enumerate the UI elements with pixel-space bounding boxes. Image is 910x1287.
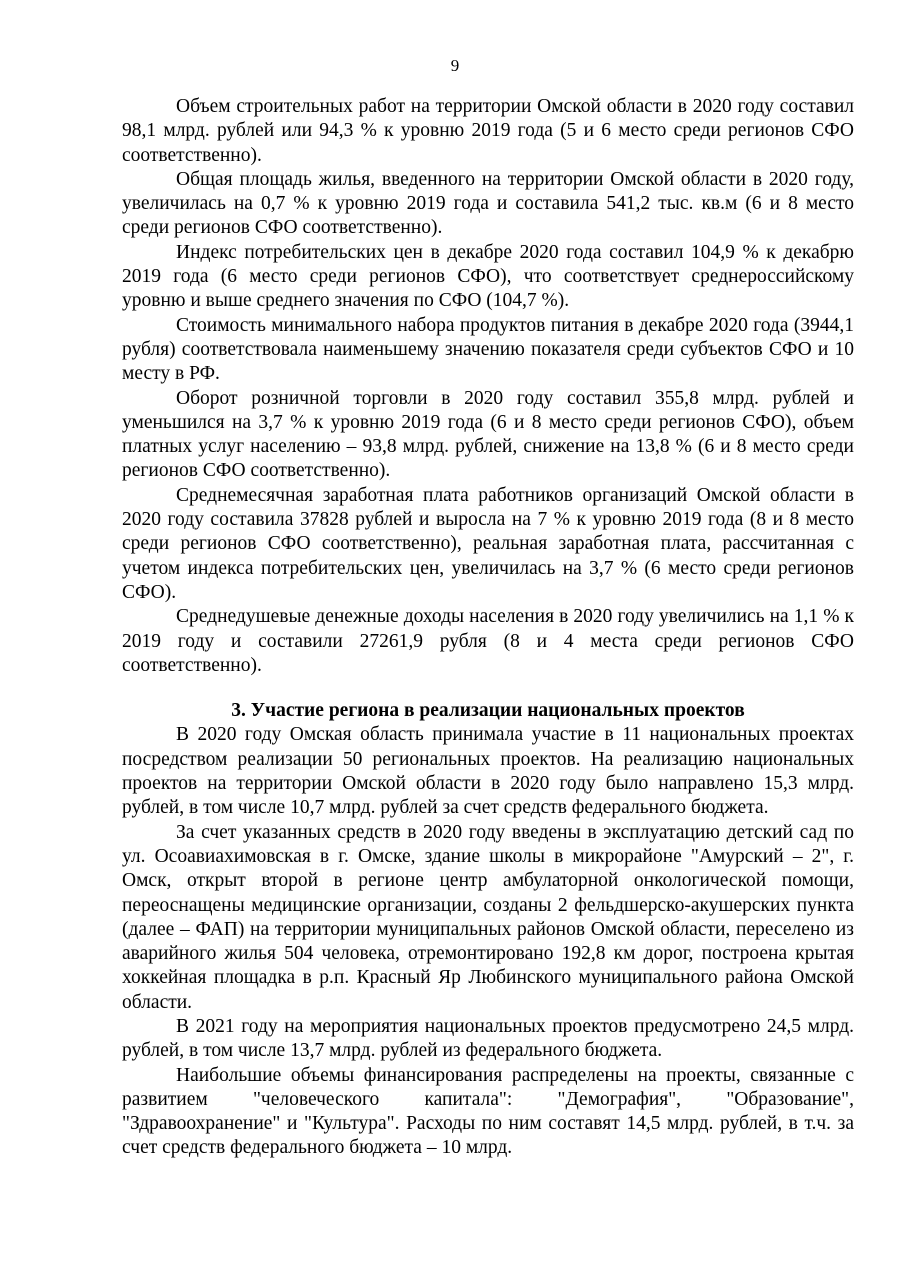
paragraph-human-capital: Наибольшие объемы финансирования распределены на проекты, связанные с развитием "человеческого капитала": "Демография", "Образование", "Здравоохранение" и "Культура". Расходы по ним составят 14,5 млрд. рублей, в т.ч. за счет средств федерального бюджета – 10 млрд. <box>122 1064 854 1159</box>
page-number: 9 <box>450 56 460 75</box>
paragraph-national-projects: В 2020 году Омская область принимала участие в 11 национальных проектах посредством реализации 50 региональных проектов. На реализацию национальных проектов на территории Омской области в 2020 году было направлено 15,3 млрд. рублей, в том числе 10,7 млрд. рублей за счет средств федерального бюджета. <box>122 724 854 819</box>
paragraph-income: Среднедушевые денежные доходы населения в 2020 году увеличились на 1,1 % к 2019 году и составили 27261,9 рубля (8 и 4 места среди регионов СФО соответственно). <box>122 606 854 676</box>
paragraph-construction: Объем строительных работ на территории Омской области в 2020 году составил 98,1 млрд. рублей или 94,3 % к уровню 2019 года (5 и 6 место среди регионов СФО соответственно). <box>122 96 854 166</box>
section-heading: 3. Участие региона в реализации национальных проектов <box>231 700 745 722</box>
paragraph-wages: Среднемесячная заработная плата работников организаций Омской области в 2020 году составила 37828 рублей и выросла на 7 % к уровню 2019 года (8 и 8 место среди регионов СФО соответственно), реальная заработная плата, рассчитанная с учетом индекса потребительских цен, увеличилась на 3,7 % (6 место среди регионов СФО). <box>122 484 854 603</box>
paragraph-retail-turnover: Оборот розничной торговли в 2020 году составил 355,8 млрд. рублей и уменьшился на 3,7 % к уровню 2019 года (6 и 8 место среди регионов СФО), объем платных услуг населению – 93,8 млрд. рублей, снижение на 13,8 % (6 и 8 место среди регионов СФО соответственно). <box>122 387 854 482</box>
paragraph-housing: Общая площадь жилья, введенного на территории Омской области в 2020 году, увеличилась на 0,7 % к уровню 2019 года и составила 541,2 тыс. кв.м (6 и 8 место среди регионов СФО соответственно). <box>122 168 854 239</box>
paragraph-2021-funding: В 2021 году на мероприятия национальных проектов предусмотрено 24,5 млрд. рублей, в том числе 13,7 млрд. рублей из федерального бюджета. <box>122 1015 854 1062</box>
page-body <box>122 95 854 1161</box>
paragraph-funded-objects: За счет указанных средств в 2020 году введены в эксплуатацию детский сад по ул. Осоавиахимовская в г. Омске, здание школы в микрорайоне "Амурский – 2", г. Омск, открыт второй в регионе центр амбулаторной онкологической помощи, переоснащены медицинские организации, созданы 2 фельдшерско-акушерских пункта (далее – ФАП) на территории муниципальных районов Омской области, переселено из аварийного жилья 504 человека, отремонтировано 192,8 км дорог, построена крытая хоккейная площадка в р.п. Красный Яр Любинского муниципального района Омской области. <box>122 821 854 1013</box>
paragraph-food-basket: Стоимость минимального набора продуктов питания в декабре 2020 года (3944,1 рубля) соответствовала наименьшему значению показателя среди субъектов СФО и 10 месту в РФ. <box>122 314 854 385</box>
paragraph-consumer-prices: Индекс потребительских цен в декабре 2020 года составил 104,9 % к декабрю 2019 года (6 место среди регионов СФО), что соответствует среднероссийскому уровню и выше среднего значения по СФО (104,7 %). <box>122 241 854 312</box>
